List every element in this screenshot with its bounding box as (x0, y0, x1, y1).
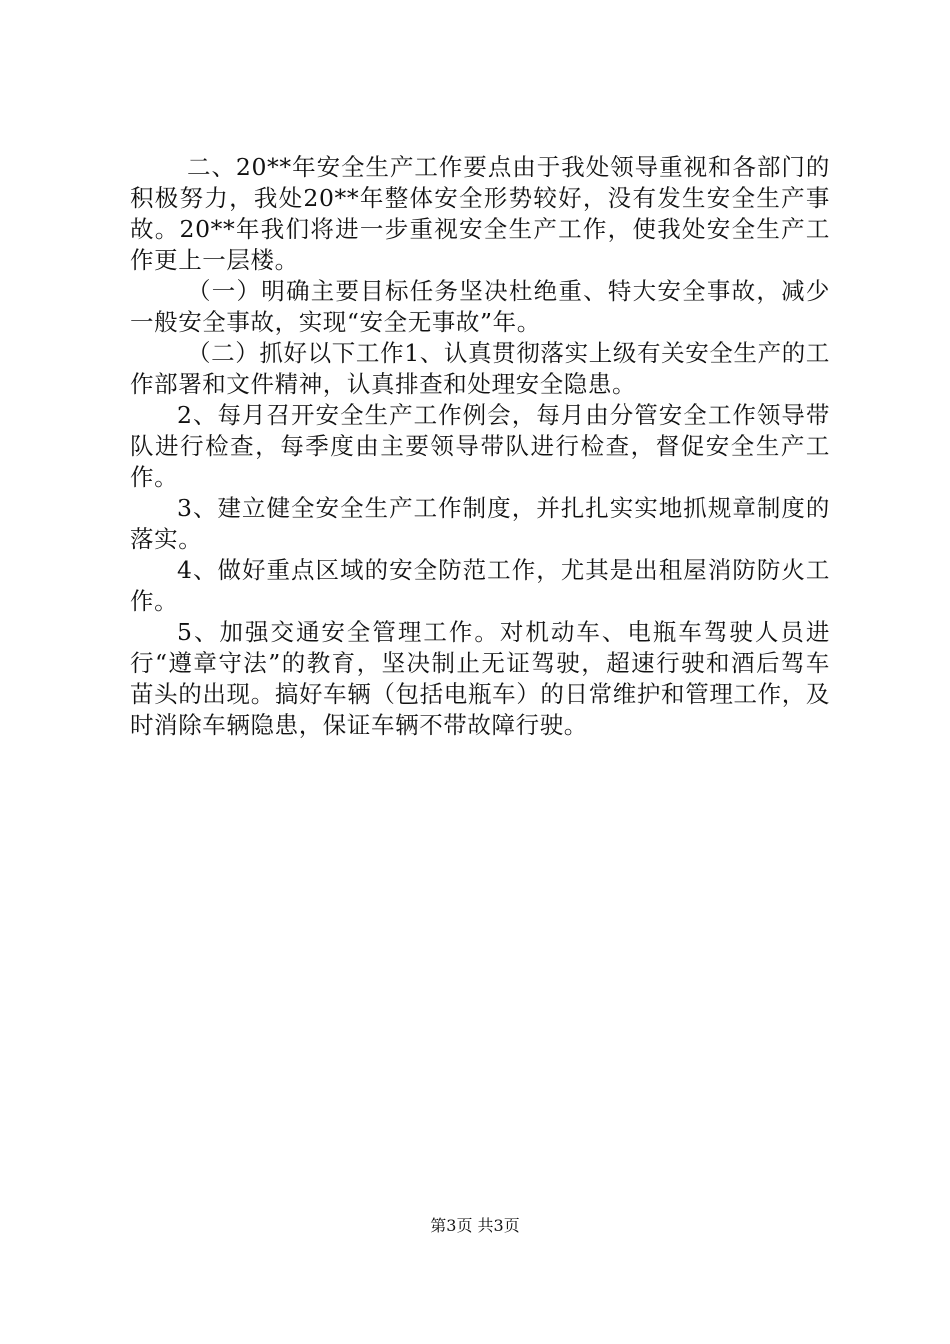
paragraph-section-two: 二、20**年安全生产工作要点由于我处领导重视和各部门的积极努力，我处20**年整体安全形势较好，没有发生安全生产事故。20**年我们将进一步重视安全生产工作，使我处安全生产工作更上一层楼。 (130, 153, 830, 274)
paragraph-item-4: 4、做好重点区域的安全防范工作，尤其是出租屋消防防火工作。 (130, 556, 830, 615)
page-total: 共3页 (477, 1216, 520, 1235)
paragraph-item-3: 3、建立健全安全生产工作制度，并扎扎实实地抓规章制度的落实。 (130, 494, 830, 553)
page-number: 第3页 (430, 1216, 473, 1235)
paragraph-goal: （一）明确主要目标任务坚决杜绝重、特大安全事故，减少一般安全事故，实现“安全无事故”年。 (130, 277, 830, 336)
paragraph-item-5: 5、加强交通安全管理工作。对机动车、电瓶车驾驶人员进行“遵章守法”的教育，坚决制止无证驾驶，超速行驶和酒后驾车苗头的出现。搞好车辆（包括电瓶车）的日常维护和管理工作，及时消除车辆隐患，保证车辆不带故障行驶。 (130, 618, 830, 739)
paragraph-tasks: （二）抓好以下工作1、认真贯彻落实上级有关安全生产的工作部署和文件精神，认真排查和处理安全隐患。 (130, 339, 830, 398)
page-footer (0, 1216, 950, 1236)
paragraph-item-2: 2、每月召开安全生产工作例会，每月由分管安全工作领导带队进行检查，每季度由主要领导带队进行检查，督促安全生产工作。 (130, 401, 830, 491)
document-body (130, 152, 830, 741)
